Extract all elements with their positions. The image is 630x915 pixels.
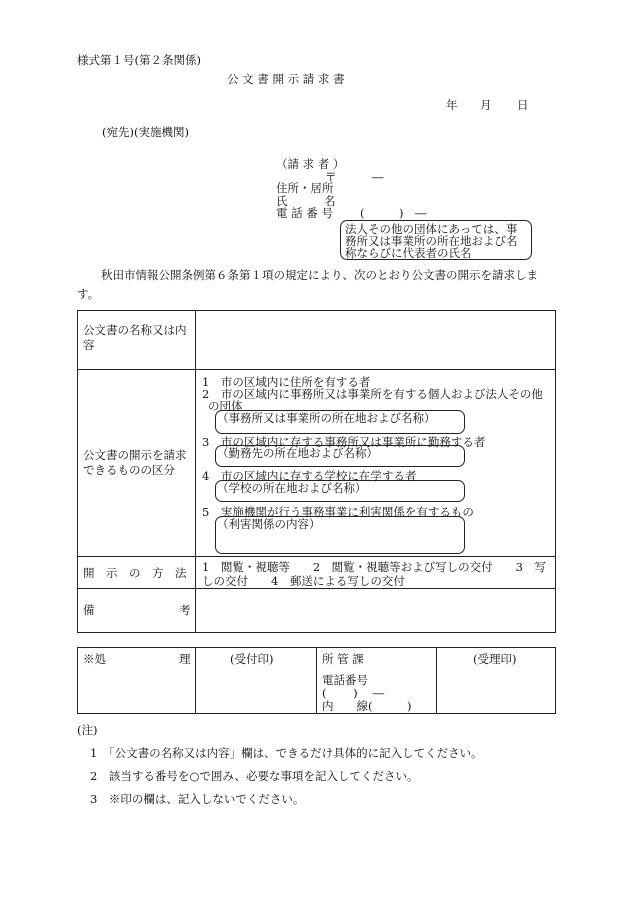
extension-label: 内 線( ) [322, 699, 412, 713]
note-item-3: 3 ※印の欄は、記入しないでください。 [90, 792, 305, 806]
category-4: 4 市の区域内に存する学校に在学する者 [202, 469, 417, 483]
category-3: 3 市の区域内に存する事務所又は事業所に勤務する者 [202, 435, 486, 449]
category-5: 5 実施機関が行う事務事業に利害関係を有するもの [202, 505, 474, 519]
table-rule-3 [77, 588, 556, 589]
note-item-1: 1 「公文書の名称又は内容」欄は、できるだけ具体的に記入してください。 [90, 746, 483, 760]
form-number: 様式第１号(第２条関係) [77, 53, 201, 67]
dept-phone-value: ( ) ― [322, 686, 385, 700]
corp-note-line-3: 称ならびに代表者の氏名 [345, 246, 472, 260]
category-2-cont: の団体 [208, 399, 243, 413]
intro-line-2: す。 [77, 287, 100, 301]
address-label: 住所・居所 [276, 181, 334, 195]
received-stamp-label: (受付印) [230, 652, 274, 666]
corp-note-line-2: 務所又は事業所の所在地および名 [345, 234, 518, 248]
table-rule-1 [77, 369, 556, 370]
category-2: 2 市の区域内に事務所又は事業所を有する個人および法人その他 [202, 387, 543, 401]
accepted-stamp-label: (受理印) [473, 652, 517, 666]
postal-dash: ― [372, 170, 384, 184]
date-year: 年 [446, 98, 458, 112]
method-line-1: 1 閲覧・視聴等 2 閲覧・視聴等および写しの交付 3 写 [202, 560, 546, 574]
corp-note-line-1: 法人その他の団体にあっては、事 [345, 222, 518, 236]
table-rule-2 [77, 556, 556, 557]
processing-label-1: ※処 [83, 652, 106, 666]
remarks-label-1: 備 [83, 603, 95, 617]
office-divider-3 [436, 647, 437, 714]
date-day: 日 [517, 98, 529, 112]
doc-name-label-2: 容 [83, 338, 95, 352]
addressee: (宛先)(実施機関) [102, 125, 189, 139]
name-label-1: 氏 [276, 194, 288, 208]
notes-heading: (注) [77, 723, 98, 737]
category-1: 1 市の区域内に住所を有する者 [202, 375, 371, 389]
category-2-detail: （事務所又は事業所の所在地および名称） [217, 411, 436, 425]
name-label-2: 名 [324, 194, 336, 208]
requester-heading: （請 求 者 ） [276, 157, 345, 171]
remarks-label-2: 考 [179, 603, 191, 617]
note-item-2: 2 該当する番号を○で囲み、必要な事項を記入してください。 [90, 769, 419, 783]
table-divider [195, 310, 196, 633]
office-divider-1 [195, 647, 196, 714]
method-line-2: しの交付 4 郵送による写しの交付 [202, 574, 405, 588]
category-4-detail: （学校の所在地および名称） [217, 481, 367, 495]
dept-phone-label: 電話番号 [322, 673, 368, 687]
category-label-2: できるものの区分 [83, 463, 175, 477]
intro-line-1: 秋田市情報公開条例第６条第１項の規定により、次のとおり公文書の開示を請求しま [101, 268, 538, 282]
method-label: 開 示 の 方 法 [83, 566, 187, 580]
category-3-detail: （勤務先の所在地および名称） [217, 446, 378, 460]
postal-mark: 〒 [325, 170, 337, 184]
category-label-1: 公文書の開示を請求 [83, 448, 187, 462]
page-title: 公 文 書 開 示 請 求 書 [227, 72, 345, 86]
processing-label-2: 理 [179, 652, 191, 666]
phone-label: 電 話 番 号 [276, 206, 333, 220]
category-5-detail: （利害関係の内容） [217, 517, 321, 531]
dept-label: 所 管 課 [322, 652, 364, 666]
doc-name-label-1: 公文書の名称又は内 [83, 323, 187, 337]
date-month: 月 [480, 98, 492, 112]
office-divider-2 [316, 647, 317, 714]
phone-value: ( ) ― [360, 206, 427, 220]
